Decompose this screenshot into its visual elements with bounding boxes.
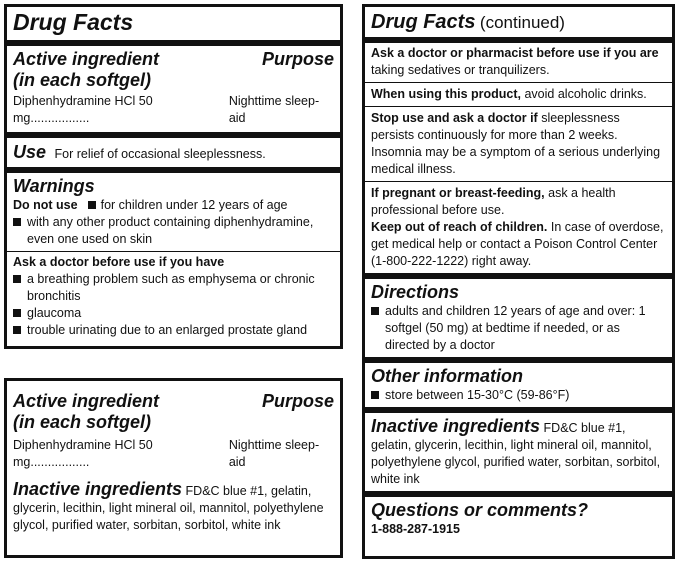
ask-doctor-item-text: glaucoma xyxy=(27,306,82,320)
bullet-icon xyxy=(88,201,96,209)
bullet-icon xyxy=(13,218,21,226)
ask-doctor-item xyxy=(13,305,334,322)
do-not-use-item-2: with any other product containing diphenhydramine, even one used on skin xyxy=(27,215,314,246)
active-ingredient-value: Diphenhydramine HCl 50 mg................. xyxy=(13,94,153,125)
drug-facts-continued-title: Drug Facts xyxy=(371,11,476,33)
inactive-ingredients-block xyxy=(13,479,334,534)
directions-text: adults and children 12 years of age and over: 1 softgel (50 mg) at bedtime if needed, or as directed by a doctor xyxy=(385,304,646,352)
keep-out-text: In case of overdose, get medical help or contact a Poison Control Center (1-800-222-1222) right away. xyxy=(371,220,664,268)
other-information-heading: Other information xyxy=(371,366,523,386)
purpose-value: Nighttime sleep-aid xyxy=(228,94,320,125)
active-ingredient-heading: Active ingredient (in each softgel) xyxy=(13,391,160,432)
ask-doctor-heading: Ask a doctor before use if you have xyxy=(13,255,225,269)
use-text: For relief of occasional sleeplessness. xyxy=(54,147,266,161)
warnings-heading: Warnings xyxy=(13,176,95,196)
do-not-use-label: Do not use xyxy=(13,198,78,212)
bullet-icon xyxy=(13,326,21,334)
purpose-heading: Purpose xyxy=(261,391,334,411)
use-heading: Use xyxy=(13,142,47,162)
ask-pharmacist-text: taking sedatives or tranquilizers. xyxy=(371,63,550,77)
questions-heading: Questions or comments? xyxy=(371,500,589,520)
active-ingredient-heading: Active ingredient (in each softgel) xyxy=(13,49,160,90)
ask-pharmacist-label: Ask a doctor or pharmacist before use if you are xyxy=(371,46,659,60)
pregnant-text: ask a health professional before use. xyxy=(371,186,616,217)
inactive-ingredients-heading: Inactive ingredients xyxy=(13,479,183,499)
other-information-text: store between 15-30°C (59-86°F) xyxy=(385,388,570,402)
when-using-label: When using this product, xyxy=(371,87,521,101)
drug-facts-panel-right xyxy=(362,4,675,559)
stop-use-label: Stop use and ask a doctor if xyxy=(371,111,538,125)
bullet-icon xyxy=(371,307,379,315)
drug-facts-panel-left xyxy=(4,4,343,349)
ask-doctor-item xyxy=(13,322,334,339)
active-ingredient-value: Diphenhydramine HCl 50 mg................. xyxy=(13,438,153,469)
when-using-text: avoid alcoholic drinks. xyxy=(524,87,647,101)
bullet-icon xyxy=(13,309,21,317)
inactive-ingredients-text: FD&C blue #1, gelatin, glycerin, lecithin, light mineral oil, mannitol, polyethylene glycol, purified water, sorbitan, sorbitol, white ink xyxy=(13,484,324,532)
drug-facts-title: Drug Facts xyxy=(13,9,134,35)
keep-out-label: Keep out of reach of children. xyxy=(371,220,548,234)
ask-doctor-item xyxy=(13,271,334,305)
inactive-ingredients-text: FD&C blue #1, gelatin, glycerin, lecithin, light mineral oil, mannitol, polyethylene glycol, purified water, sorbitan, sorbitol, white ink xyxy=(371,421,661,486)
phone-number: 1-888-287-1915 xyxy=(371,522,460,536)
bullet-icon xyxy=(371,391,379,399)
do-not-use-item xyxy=(13,214,334,251)
purpose-heading: Purpose xyxy=(261,49,334,69)
purpose-value: Nighttime sleep-aid xyxy=(228,438,320,469)
ask-doctor-item-text: trouble urinating due to an enlarged prostate gland xyxy=(27,323,308,337)
bullet-icon xyxy=(13,275,21,283)
pregnant-label: If pregnant or breast-feeding, xyxy=(371,186,545,200)
directions-item xyxy=(371,303,666,354)
inactive-ingredients-heading: Inactive ingredients xyxy=(371,416,541,436)
continued-label: (continued) xyxy=(479,13,565,32)
do-not-use-item-1: for children under 12 years of age xyxy=(100,198,288,212)
ingredients-panel-left xyxy=(4,378,343,558)
stop-use-text: sleeplessness persists continuously for more than 2 weeks. Insomnia may be a symptom of a serious underlying medical illness. xyxy=(371,111,661,176)
ask-doctor-item-text: a breathing problem such as emphysema or chronic bronchitis xyxy=(27,272,315,303)
directions-heading: Directions xyxy=(371,282,460,302)
do-not-use-line xyxy=(13,197,334,214)
other-information-item xyxy=(371,387,666,404)
